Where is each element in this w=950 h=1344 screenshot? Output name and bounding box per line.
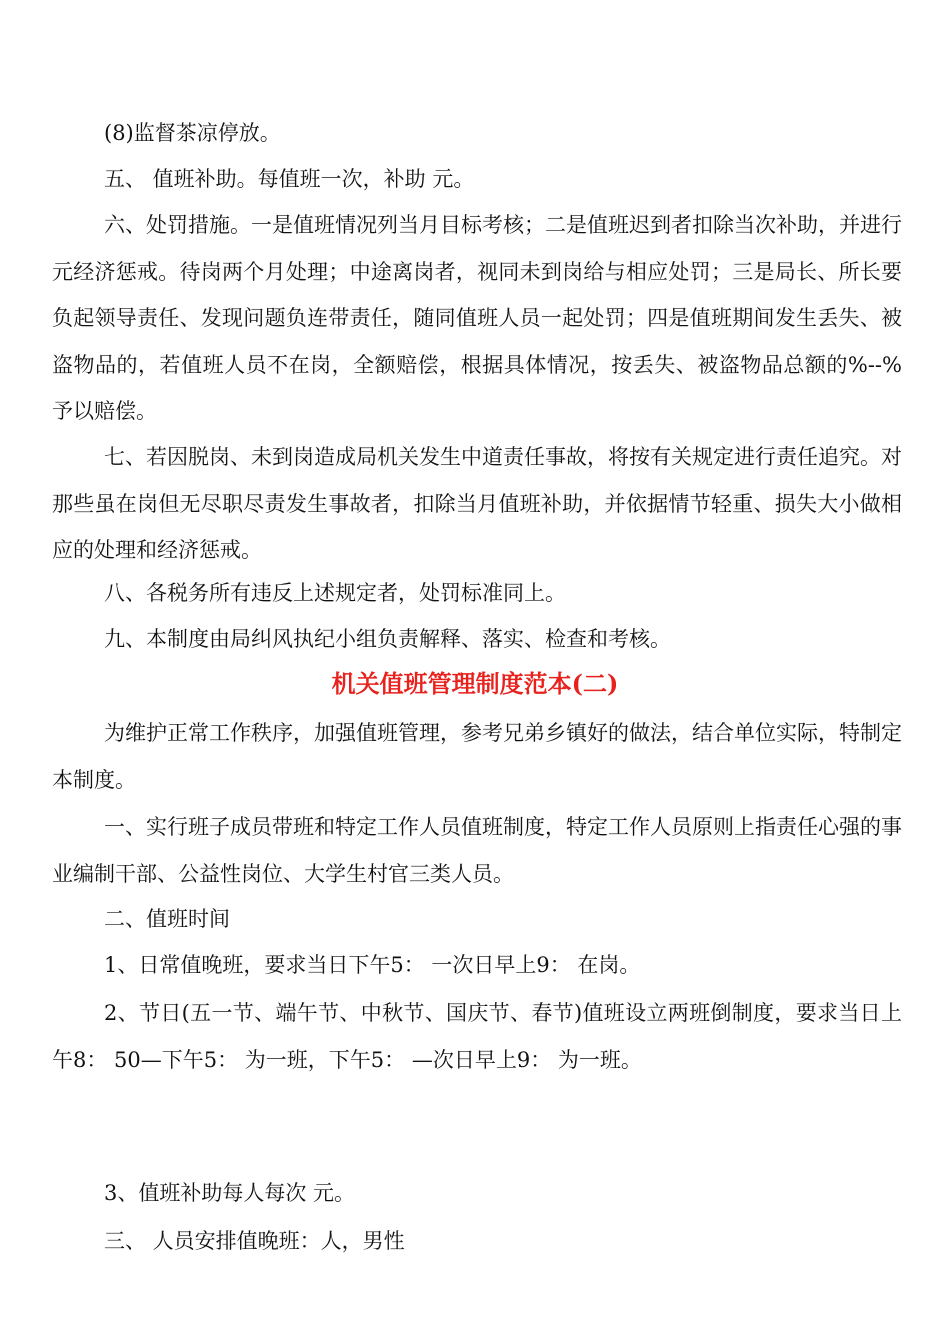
paragraph-section-5: 五、 值班补助。每值班一次，补助 元。 xyxy=(104,167,475,191)
paragraph-section-2-heading: 二、值班时间 xyxy=(104,907,230,931)
paragraph-intro: 为维护正常工作秩序，加强值班管理，参考兄弟乡镇好的做法，结合单位实际，特制定本制度。 xyxy=(52,721,902,792)
paragraph-item-daily: 1、日常值晚班，要求当日下午5： 一次日早上9： 在岗。 xyxy=(104,953,641,977)
paragraph-item-holiday: 2、节日(五一节、端午节、中秋节、国庆节、春节)值班设立两班倒制度，要求当日上午8： 50—下午5： 为一班，下午5： —次日早上9： 为一班。 xyxy=(52,1001,902,1072)
paragraph-item-subsidy: 3、值班补助每人每次 元。 xyxy=(104,1181,356,1205)
paragraph-section-1: 一、实行班子成员带班和特定工作人员值班制度，特定工作人员原则上指责任心强的事业编制干部、公益性岗位、大学生村官三类人员。 xyxy=(52,815,902,886)
paragraph-section-6: 六、处罚措施。一是值班情况列当月目标考核；二是值班迟到者扣除当次补助，并进行 元经济惩戒。待岗两个月处理；中途离岗者，视同未到岗给与相应处罚；三是局长、所长要负起领导责任、发现问题负连带责任，随同值班人员一起处罚；四是值班期间发生丢失、被盗物品的，若值班人员不在岗，全额赔偿，根据具体情况，按丢失、被盗物品总额的%--%予以赔偿。 xyxy=(52,213,902,423)
paragraph-section-7: 七、若因脱岗、未到岗造成局机关发生中道责任事故，将按有关规定进行责任追究。对那些虽在岗但无尽职尽责发生事故者，扣除当月值班补助，并依据情节轻重、损失大小做相应的处理和经济惩戒。 xyxy=(52,445,902,562)
paragraph-section-8: 八、各税务所有违反上述规定者，处罚标准同上。 xyxy=(104,581,566,605)
section-title: 机关值班管理制度范本(二) xyxy=(331,669,619,698)
paragraph-item-8: (8)监督茶凉停放。 xyxy=(104,121,281,145)
paragraph-section-3: 三、 人员安排值晚班：人，男性 xyxy=(104,1229,405,1253)
paragraph-section-9: 九、本制度由局纠风执纪小组负责解释、落实、检查和考核。 xyxy=(104,627,671,651)
